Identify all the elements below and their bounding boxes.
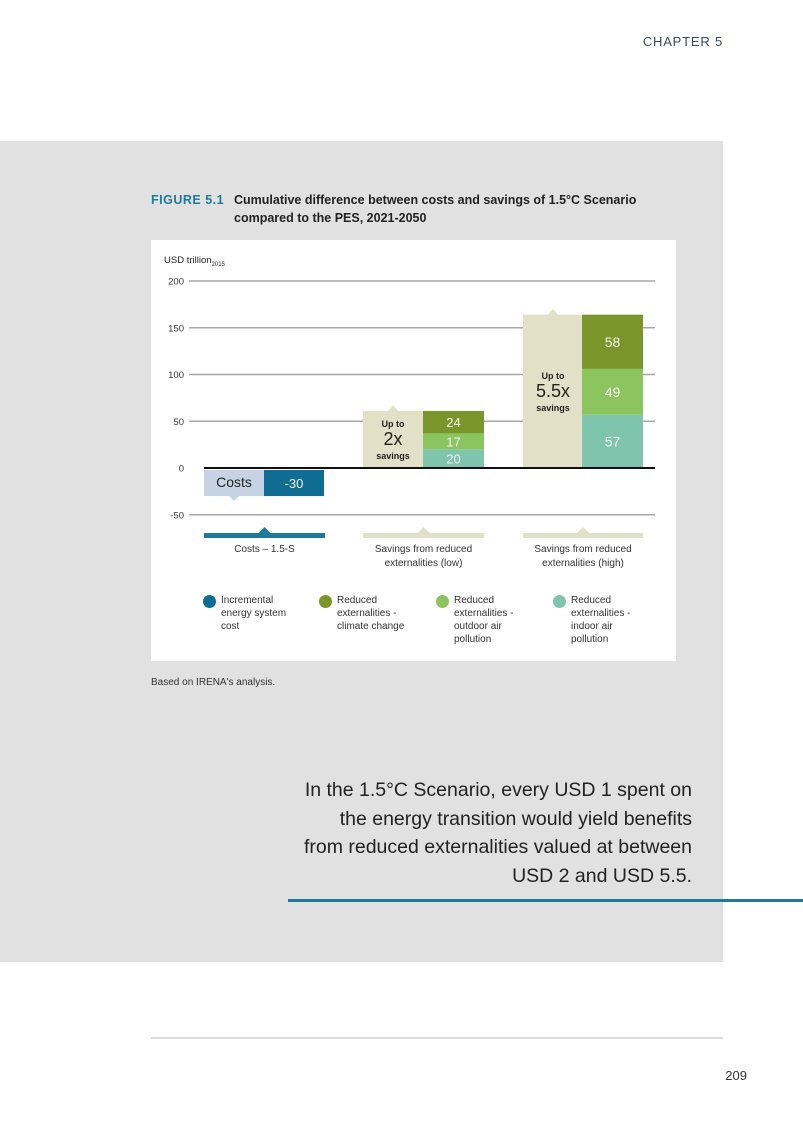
legend-item [553,594,653,646]
category-bracket [204,533,325,538]
legend-swatch [436,595,449,608]
quote-rule [288,899,803,902]
callout-big-text: 5.5x [535,380,571,401]
chapter-label: CHAPTER 5 [642,34,723,49]
bar-value-label: 20 [446,451,461,467]
x-category-label: externalities (high) [542,558,624,569]
unit-text: USD trillion [164,255,212,266]
callout-pointer [229,496,239,501]
callout-pointer [548,309,558,315]
y-tick-label: 0 [178,463,184,475]
bar-value-label: 58 [604,333,621,350]
figure-source: Based on IRENA's analysis. [151,677,276,688]
legend-swatch [319,595,332,608]
bracket-pointer [418,527,430,533]
x-category-label: Savings from reduced [534,544,632,555]
bracket-pointer [259,527,271,533]
legend-swatch [553,595,566,608]
bar-value-label: 17 [446,434,461,450]
unit-subscript: 2015 [211,261,225,268]
legend-swatch [203,595,216,608]
bar-value-label: 57 [604,433,621,450]
y-tick-label: -50 [170,510,184,522]
x-category-label: externalities (low) [384,558,463,569]
legend-label: Reduced externalities - climate change [337,595,405,632]
y-tick-label: 50 [173,416,184,428]
legend-item [319,594,419,633]
bracket-pointer [577,527,589,533]
callout-top-text: Up to [541,370,565,381]
x-category-label: Savings from reduced [374,544,473,555]
figure-label: FIGURE 5.1 [151,193,225,207]
callout-big-text: 2x [383,428,403,449]
page-number: 209 [725,1068,747,1083]
legend-label: Reduced externalities - outdoor air pollution [454,595,514,645]
callout-top-text: Up to [381,418,405,429]
legend-item [436,594,536,646]
y-tick-label: 150 [168,323,184,335]
y-tick-label: 100 [168,370,184,381]
pull-quote: In the 1.5°C Scenario, every USD 1 spent on the energy transition would yield benefits from reduced externalities valued at between USD 2 and USD 5.5. [303,779,692,887]
figure-title: Cumulative difference between costs and savings of 1.5°C Scenario compared to the PES, 2021-2050 [234,193,637,225]
legend-label: Reduced externalities - indoor air pollution [571,595,631,645]
x-category-label: Costs – 1.5-S [234,544,295,555]
callout-bottom-text: savings [536,402,570,413]
costs-callout-label: Costs [216,474,252,490]
bar-value-label: 24 [446,415,461,431]
bar-value-label: -30 [284,476,304,492]
category-bracket [523,533,643,538]
legend-label: Incremental energy system cost [221,595,287,632]
legend-item [203,594,303,633]
callout-bottom-text: savings [376,450,410,461]
bar-value-label: 49 [604,383,621,400]
category-bracket [363,533,484,538]
footer-rule [151,1037,723,1039]
callout-pointer [388,405,398,411]
y-tick-label: 200 [168,276,184,288]
